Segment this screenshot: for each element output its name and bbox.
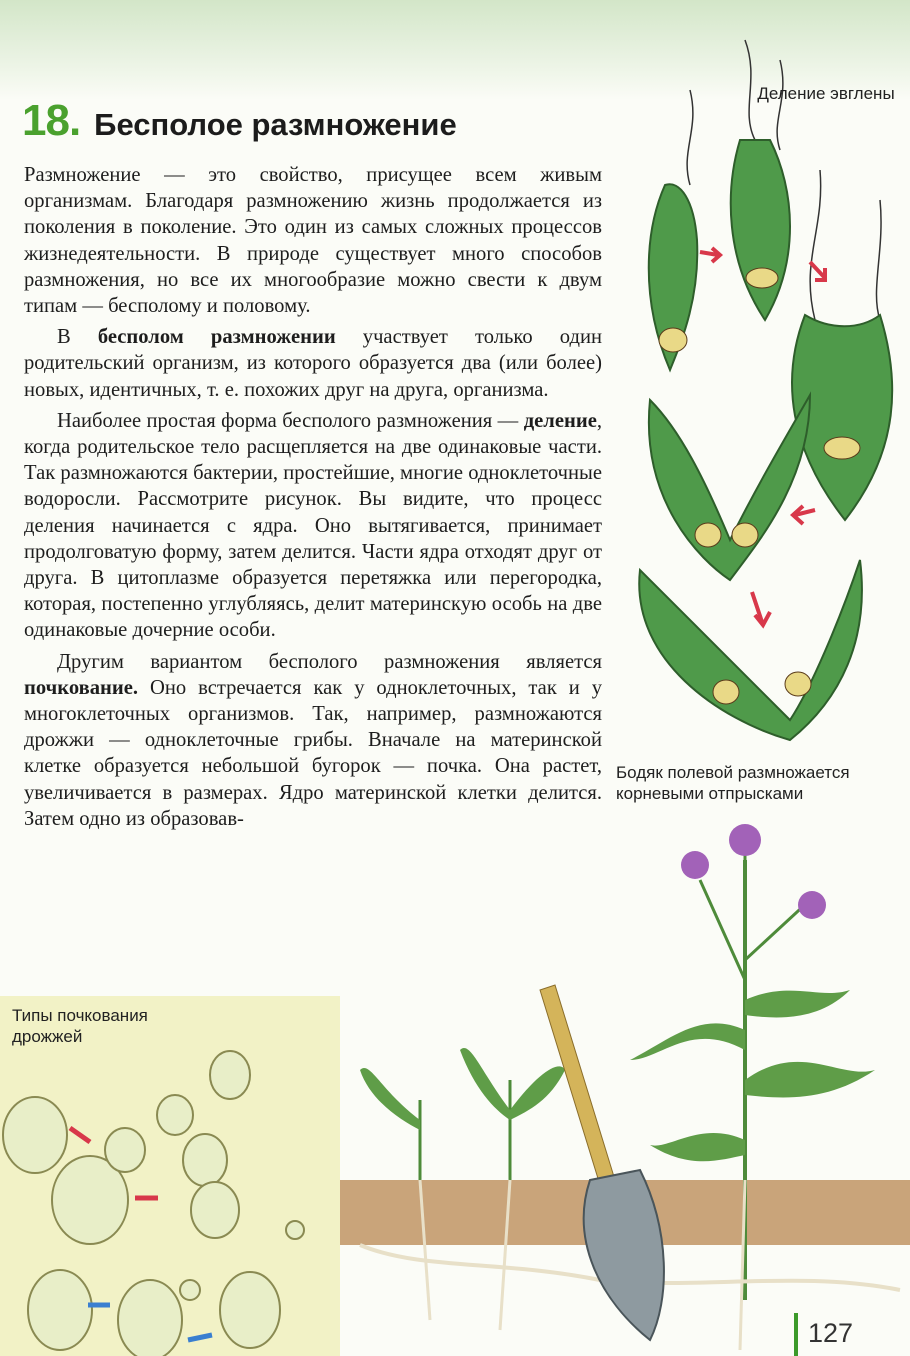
bold-term: деление — [523, 409, 597, 432]
paragraph-text: В — [57, 326, 98, 349]
yeast-caption: Типы почкования дрожжей — [12, 1006, 148, 1046]
section-title: Бесполое размножение — [94, 107, 457, 142]
bold-term: почкование. — [24, 676, 139, 699]
shovel-illustration — [540, 985, 664, 1340]
euglena-caption: Деление эвглены — [757, 84, 895, 103]
bold-term: бесполом размножении — [97, 326, 336, 349]
paragraph-text: Наиболее простая форма бесполого размножения — — [57, 409, 524, 432]
page-number-bar — [794, 1313, 798, 1356]
paragraph-text: Размножение — это свойство, присущее всем живым организмам. Благодаря размножению жизнь продолжается из поколения в поколение. Это один из самых сложных процессов жизнедеятельности. В природе существует много способов размножения, но все их многообразие можно свести к двум типам — бесполому и половому. — [24, 164, 602, 318]
page-number: 127 — [808, 1318, 854, 1348]
paragraph-text: Оно встречается как у одноклеточных, так и у многоклеточных организмов. Так, например, размножаются дрожжи — одноклеточные грибы. Вначале на материнской клетке образуется небольшой бугорок — почка. Она растет, увеличивается в размерах. Ядро материнской клетки делится. Затем одно из образовав- — [24, 676, 602, 830]
paragraph-text: Другим вариантом бесполого размножения является — [57, 650, 602, 673]
euglena-division-illustration — [639, 40, 892, 740]
section-number: 18. — [22, 96, 81, 145]
paragraph-text: участвует только один родительский организм, из которого образуется два (или более) новых, идентичных, т. е. похожих друг на друга, организма. — [24, 326, 602, 401]
thistle-caption: Бодяк полевой размножается корневыми отпрысками — [616, 763, 850, 803]
paragraph-text: , когда родительское тело расщепляется на две одинаковые части. Так размножаются бактерии, простейшие, многие одноклеточные водоросли. Рассмотрите рисунок. Вы видите, что процесс деления начинается с ядра. Оно вытягивается, принимает продолговатую форму, затем делится. Части ядра отходят друг от друга. В цитоплазме образуется перетяжка или перегородка, которая, постепенно углубляясь, делит материнскую особь на две одинаковые дочерние особи. — [24, 409, 602, 642]
